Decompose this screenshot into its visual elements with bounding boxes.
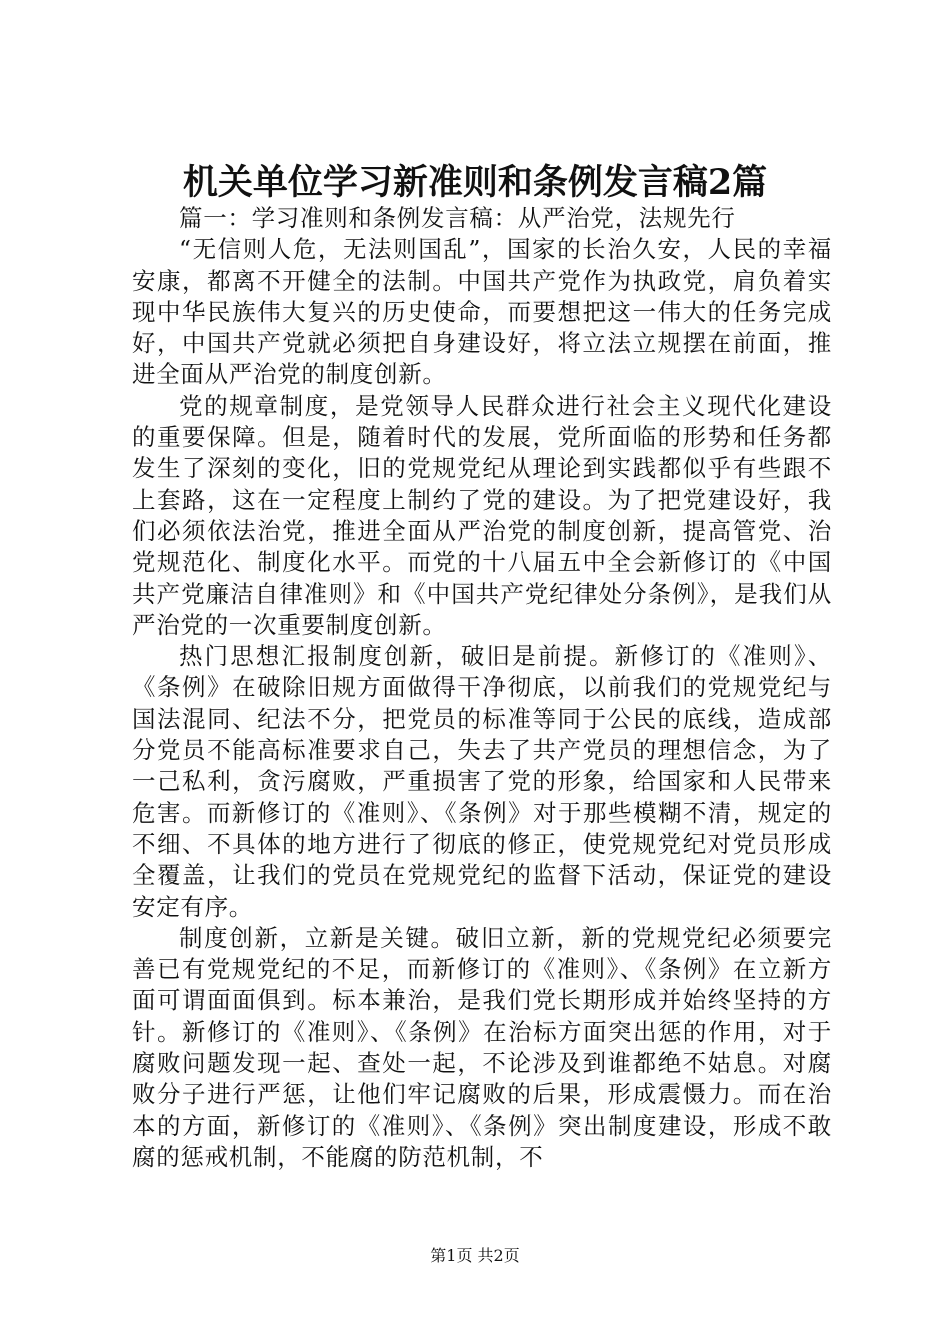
page-number-footer: 第1页 共2页 <box>430 1246 520 1265</box>
section-heading: 篇一：学习准则和条例发言稿：从严治党，法规先行 <box>179 204 736 232</box>
paragraph: 热门思想汇报制度创新，破旧是前提。新修订的《准则》、《条例》在破除旧规方面做得干净彻底，以前我们的党规党纪与国法混同、纪法不分，把党员的标准等同于公民的底线，造成部分党员不能高标准要求自己，失去了共产党员的理想信念，为了一己私利，贪污腐败，严重损害了党的形象，给国家和人民带来危害。而新修订的《准则》、《条例》对于那些模糊不清，规定的不细、不具体的地方进行了彻底的修正，使党规党纪对党员形成全覆盖，让我们的党员在党规党纪的监督下活动，保证党的建设安定有序。 <box>132 642 832 921</box>
paragraph: 党的规章制度，是党领导人民群众进行社会主义现代化建设的重要保障。但是，随着时代的发展，党所面临的形势和任务都发生了深刻的变化，旧的党规党纪从理论到实践都似乎有些跟不上套路，这在一定程度上制约了党的建设。为了把党建设好，我们必须依法治党，推进全面从严治党的制度创新，提高管党、治党规范化、制度化水平。而党的十八届五中全会新修订的《中国共产党廉洁自律准则》和《中国共产党纪律处分条例》，是我们从严治党的一次重要制度创新。 <box>132 391 832 639</box>
document-body <box>132 203 832 1173</box>
paragraph: 制度创新，立新是关键。破旧立新，新的党规党纪必须要完善已有党规党纪的不足，而新修订的《准则》、《条例》在立新方面可谓面面俱到。标本兼治，是我们党长期形成并始终坚持的方针。新修订的《准则》、《条例》在治标方面突出惩的作用，对于腐败问题发现一起、查处一起，不论涉及到谁都绝不姑息。对腐败分子进行严惩，让他们牢记腐败的后果，形成震慑力。而在治本的方面，新修订的《准则》、《条例》突出制度建设，形成不敢腐的惩戒机制，不能腐的防范机制，不 <box>132 923 832 1171</box>
paragraph: “无信则人危，无法则国乱”，国家的长治久安，人民的幸福安康，都离不开健全的法制。中国共产党作为执政党，肩负着实现中华民族伟大复兴的历史使命，而要想把这一伟大的任务完成好，中国共产党就必须把自身建设好，将立法立规摆在前面，推进全面从严治党的制度创新。 <box>132 235 832 389</box>
document-title: 机关单位学习新准则和条例发言稿2篇 <box>182 162 768 203</box>
